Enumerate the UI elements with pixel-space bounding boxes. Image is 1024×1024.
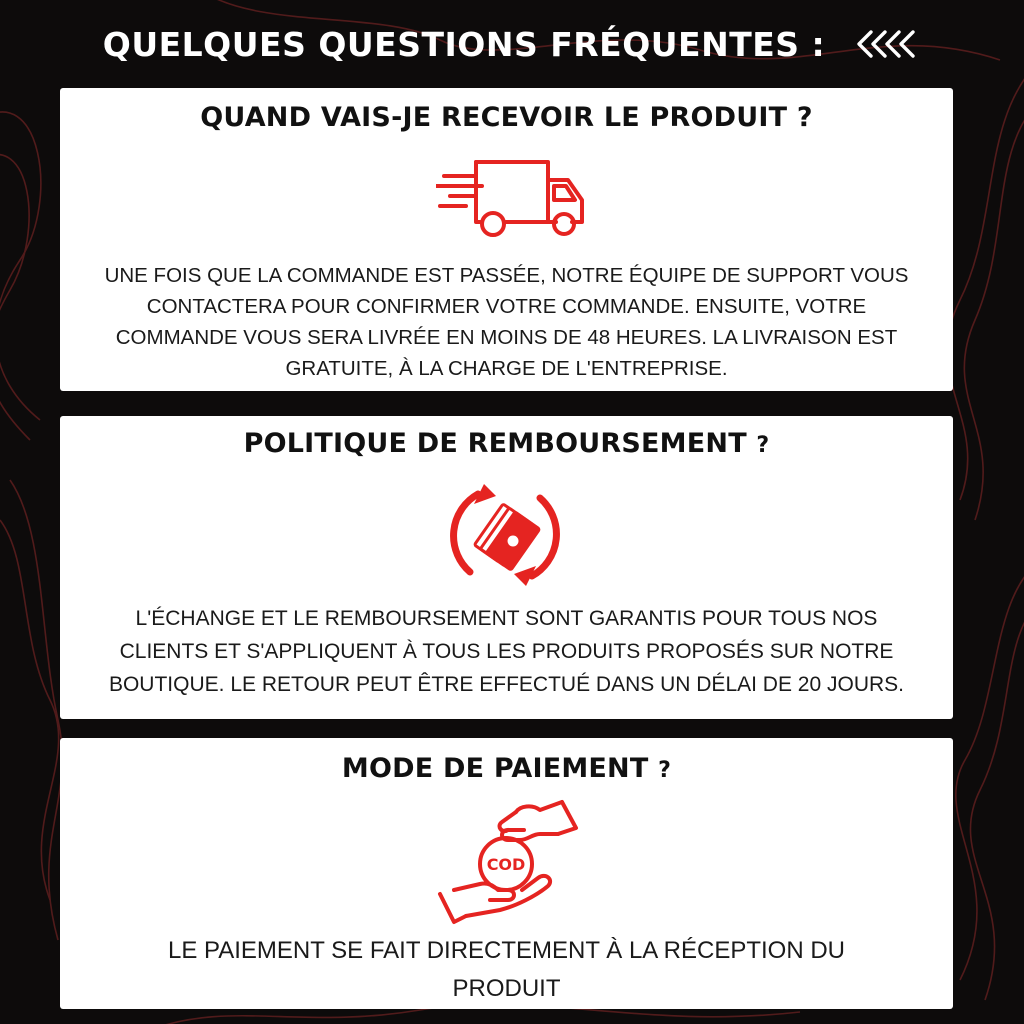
faq-question-refund: POLITIQUE DE REMBOURSEMENT ?	[243, 428, 770, 459]
delivery-truck-icon	[436, 158, 586, 240]
cash-on-delivery-icon	[436, 794, 580, 930]
double-chevron-left-icon	[855, 29, 921, 59]
faq-card-delivery	[60, 88, 953, 391]
faq-answer-delivery: UNE FOIS QUE LA COMMANDE EST PASSÉE, NOTRE ÉQUIPE DE SUPPORT VOUS CONTACTERA POUR CONFIRMER VOTRE COMMANDE. ENSUITE, VOTRE COMMANDE VOUS SERA LIVRÉE EN MOINS DE 48 HEURES. LA LIVRAISON EST GRATUITE, À LA CHARGE DE L'ENTREPRISE.	[104, 264, 909, 380]
faq-card-refund	[60, 416, 953, 719]
faq-question-delivery: QUAND VAIS-JE RECEVOIR LE PRODUIT ?	[200, 102, 813, 133]
page-title: QUELQUES QUESTIONS FRÉQUENTES :	[102, 24, 826, 64]
faq-answer-refund: L'ÉCHANGE ET LE REMBOURSEMENT SONT GARANTIS POUR TOUS NOS CLIENTS ET S'APPLIQUENT À TOUS LES PRODUITS PROPOSÉS SUR NOTRE BOUTIQUE. LE RETOUR PEUT ÊTRE EFFECTUÉ DANS UN DÉLAI DE 20 JOURS.	[108, 607, 905, 696]
cod-icon-label: COD	[486, 855, 526, 874]
faq-question-payment: MODE DE PAIEMENT ?	[341, 753, 672, 784]
faq-answer-payment: LE PAIEMENT SE FAIT DIRECTEMENT À LA RÉCEPTION DU PRODUIT	[167, 937, 846, 1002]
page-header	[0, 22, 1024, 66]
faq-card-payment	[60, 738, 953, 1009]
money-refund-icon	[448, 480, 562, 590]
